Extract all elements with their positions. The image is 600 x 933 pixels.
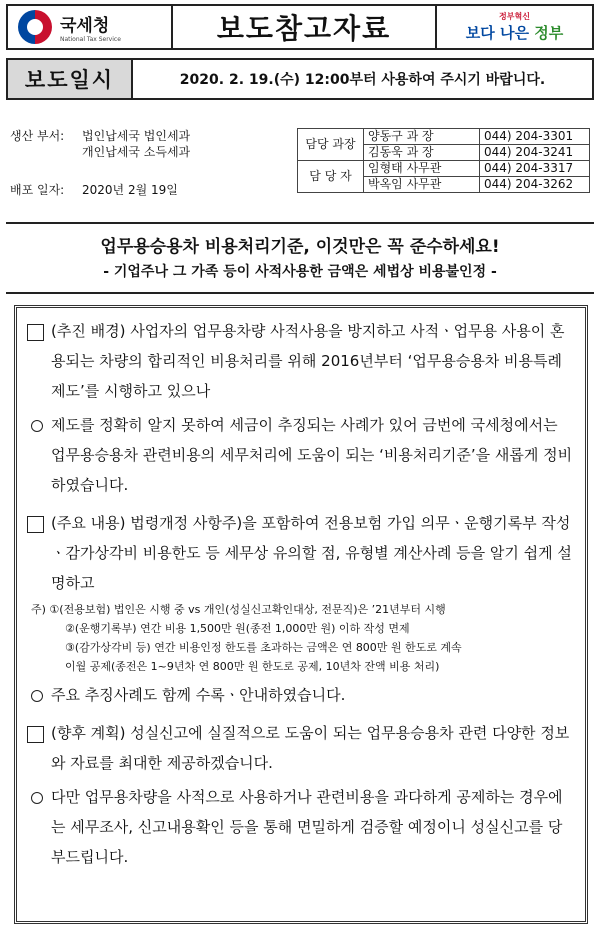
nts-emblem-icon	[18, 10, 52, 44]
contact-table	[297, 128, 590, 193]
footnote-2: ②(운행기록부) 연간 비용 1,500만 원(종전 1,000만 원) 이하 작성 면제	[65, 622, 410, 635]
agency-name: 국세청	[60, 16, 110, 36]
gov-slogan-big: 보다 나은	[465, 24, 535, 42]
contact-tel: 044) 204-3301	[480, 129, 590, 145]
dept-label: 생산 부서:	[10, 129, 65, 143]
release-value: 2020. 2. 19.(수) 12:00부터 사용하여 주시기 바랍니다.	[179, 72, 546, 88]
date-label: 배포 일자:	[10, 183, 65, 197]
section-background: (추진 배경) 사업자의 업무용차량 사적사용을 방지하고 사적ㆍ업무용 사용이 혼용되는 차량의 합리적인 비용처리를 위해 2016년부터 ‘업무용승용차 비용특례제도’를 시행하고 있으나	[27, 316, 575, 406]
staff-role: 담 당 자	[298, 161, 364, 193]
footnote-1: 주) ①(전용보험) 법인은 시행 중 vs 개인(성실신고확인대상, 전문직)은 ’21년부터 시행	[31, 603, 446, 616]
contact-name: 양동구 과 장	[364, 129, 480, 145]
contact-tel: 044) 204-3317	[480, 161, 590, 177]
headline-sub: - 기업주나 그 가족 등이 사적사용한 금액은 세법상 비용불인정 -	[103, 264, 497, 280]
dept-2: 개인납세국 소득세과	[82, 145, 191, 159]
contact-name: 김동욱 과 장	[364, 145, 480, 161]
body-box	[14, 305, 588, 924]
gov-slogan-word: 정부	[534, 24, 564, 42]
contact-name: 임형태 사무관	[364, 161, 480, 177]
dept-1: 법인납세국 법인세과	[82, 129, 191, 143]
contact-tel: 044) 204-3241	[480, 145, 590, 161]
agency-name-en: National Tax Service	[60, 36, 121, 43]
contact-tel: 044) 204-3262	[480, 177, 590, 193]
section-plan: (향후 계획) 성실신고에 실질적으로 도움이 되는 업무용승용차 관련 다양한 정보와 자료를 최대한 제공하겠습니다.	[27, 718, 575, 778]
section-plan-sub: 다만 업무용차량을 사적으로 사용하거나 관련비용을 과다하게 공제하는 경우에는 세무조사, 신고내용확인 등을 통해 면밀하게 검증할 예정이니 성실신고를 당부드립니다.	[27, 782, 575, 872]
contact-name: 박옥임 사무관	[364, 177, 480, 193]
divider	[6, 222, 594, 224]
footnote-3-cont: 이월 공제(종전은 1~9년차 연 800만 원 한도로 공제, 10년차 잔액 비용 처리)	[65, 660, 440, 673]
divider	[6, 292, 594, 294]
gov-slogan-small: 정부혁신	[499, 12, 530, 21]
doc-meta	[10, 128, 190, 198]
footnotes	[27, 600, 575, 676]
gov-innovation-logo	[437, 6, 592, 48]
section-main: (주요 내용) 법령개정 사항주)을 포함하여 전용보험 가입 의무ㆍ운행기록부 작성ㆍ감가상각비 비용한도 등 세무상 유의할 점, 유형별 계산사례 등을 알기 쉽게 설명하고	[27, 508, 575, 598]
nts-logo	[8, 6, 173, 48]
press-header	[6, 4, 594, 50]
footnote-3: ③(감가상각비 등) 연간 비용인정 한도를 초과하는 금액은 연 800만 원 한도로 계속	[65, 641, 462, 654]
section-background-sub: 제도를 정확히 알지 못하여 세금이 추징되는 사례가 있어 금번에 국세청에서는 업무용승용차 관련비용의 세무처리에 도움이 되는 ‘비용처리기준’을 새롭게 정비하였습니다.	[27, 410, 575, 500]
release-label: 보도일시	[8, 60, 133, 98]
doc-title: 보도참고자료	[173, 6, 437, 48]
manager-role: 담당 과장	[298, 129, 364, 161]
headline	[6, 232, 594, 281]
date-value: 2020년 2월 19일	[82, 183, 178, 197]
headline-main: 업무용승용차 비용처리기준, 이것만은 꼭 준수하세요!	[100, 237, 500, 257]
release-date-row	[6, 58, 594, 100]
section-main-sub: 주요 추징사례도 함께 수록ㆍ안내하였습니다.	[27, 680, 575, 710]
